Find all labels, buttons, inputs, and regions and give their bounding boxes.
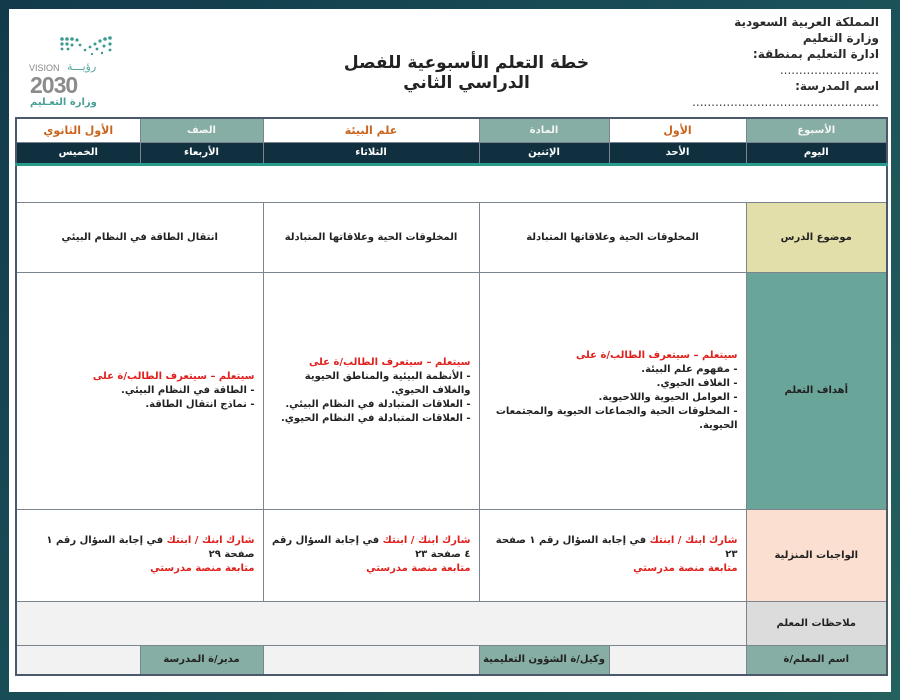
goal-item: - العلاقات المتبادلة في النظام البيئي. (285, 398, 471, 410)
goals-cell[interactable] (479, 272, 746, 509)
ministry-label: وزارة التعليم (802, 31, 879, 45)
subject-label: المادة (479, 118, 609, 142)
homework-share: شارك ابنك / ابنتك (166, 535, 255, 546)
teacher-name-label: اسم المعلم/ة (746, 645, 887, 675)
spacer-row (16, 164, 887, 202)
topic-label: موضوع الدرس (746, 202, 887, 272)
notes-cell[interactable] (16, 601, 746, 645)
goals-row (16, 272, 887, 509)
page-title: خطة التعلم الأسبوعية للفصل الدراسي الثاني (343, 53, 590, 93)
subject-value[interactable]: علم البيئة (263, 118, 479, 142)
goal-item: - الغلاف الحيوي. (656, 377, 738, 389)
homework-text: في إجابة السؤال رقم ١ صفحة ٢٩ (46, 535, 255, 560)
teacher-name-value[interactable] (609, 645, 746, 675)
homework-share: شارك ابنك / ابنتك (649, 535, 738, 546)
topic-row (16, 202, 887, 272)
homework-text: في إجابة السؤال رقم ٤ صفحة ٢٣ (271, 535, 471, 560)
week-row (16, 118, 887, 142)
goals-intro: سيتعلم – سيتعرف الطالب/ة على (92, 370, 255, 382)
principal-value[interactable] (16, 645, 140, 675)
grade-value[interactable]: الأول الثانوي (16, 118, 140, 142)
homework-cell[interactable] (479, 509, 746, 601)
vice-value[interactable] (263, 645, 479, 675)
week-value[interactable]: الأول (609, 118, 746, 142)
homework-follow: متابعة منصة مدرستي (633, 563, 738, 574)
homework-cell[interactable] (16, 509, 263, 601)
homework-row (16, 509, 887, 601)
topic-cell[interactable]: المخلوقات الحية وعلاقاتها المتبادلة (479, 202, 746, 272)
weekly-plan-table (15, 117, 888, 676)
week-label: الأسبوع (746, 118, 887, 142)
day-thursday: الخميس (16, 142, 140, 164)
goal-item: - العلاقات المتبادلة في النظام الحيوي. (280, 412, 471, 424)
goals-cell[interactable] (263, 272, 479, 509)
header-info (679, 14, 879, 110)
grade-label: الصف (140, 118, 263, 142)
homework-follow: متابعة منصة مدرستي (366, 563, 471, 574)
school-line (679, 78, 879, 110)
goal-item: - مفهوم علم البيئة. (641, 363, 738, 375)
days-row (16, 142, 887, 164)
day-monday: الإثنين (479, 142, 609, 164)
year-text: 2030 (30, 72, 78, 98)
day-label: اليوم (746, 142, 887, 164)
vision-dots-icon (22, 33, 117, 63)
homework-text: في إجابة السؤال رقم ١ صفحة ٢٣ (495, 535, 738, 560)
region-line (679, 46, 879, 78)
goal-item: - الطاقة في النظام البيئي. (121, 384, 255, 396)
homework-cell[interactable] (263, 509, 479, 601)
goals-intro: سيتعلم – سيتعرف الطالب/ة على (308, 356, 471, 368)
homework-follow: متابعة منصة مدرستي (150, 563, 255, 574)
vision-2030-logo (22, 33, 117, 113)
day-tuesday: الثلاثاء (263, 142, 479, 164)
ruya-text: رؤيـــة (67, 60, 97, 73)
homework-label: الواجبات المنزلية (746, 509, 887, 601)
topic-cell[interactable]: المخلوقات الحية وعلاقاتها المتبادلة (263, 202, 479, 272)
goal-item: - نماذج انتقال الطاقة. (145, 398, 255, 410)
goals-intro: سيتعلم – سيتعرف الطالب/ة على (575, 349, 738, 361)
homework-share: شارك ابنك / ابنتك (382, 535, 471, 546)
vice-label: وكيل/ة الشؤون التعليمية (479, 645, 609, 675)
notes-row (16, 601, 887, 645)
lesson-plan-page (9, 9, 891, 692)
notes-label: ملاحظات المعلم (746, 601, 887, 645)
day-sunday: الأحد (609, 142, 746, 164)
principal-label: مدير/ة المدرسة (140, 645, 263, 675)
topic-cell[interactable]: انتقال الطاقة في النظام البيئي (16, 202, 263, 272)
goal-item: - المخلوقات الحية والجماعات الحيوية والمجتمعات الحيوية. (495, 405, 738, 431)
region-value[interactable]: .......................... (779, 63, 879, 77)
goal-item: - الأنظمة البيئية والمناطق الحيوية والغلاف الحيوي. (304, 370, 471, 396)
school-value[interactable]: ................................................. (692, 95, 879, 109)
logo-ministry-text: وزارة التعـليم (30, 97, 97, 108)
goal-item: - العوامل الحيوية واللاحيوية. (598, 391, 738, 403)
region-label: ادارة التعليم بمنطقة: (752, 47, 879, 61)
vision-text: VISION (29, 63, 60, 73)
kingdom-label: المملكة العربية السعودية (734, 15, 879, 29)
goals-label: أهداف التعلم (746, 272, 887, 509)
school-label: اسم المدرسة: (795, 79, 879, 93)
goals-cell[interactable] (16, 272, 263, 509)
day-wednesday: الأربعاء (140, 142, 263, 164)
signature-row (16, 645, 887, 675)
